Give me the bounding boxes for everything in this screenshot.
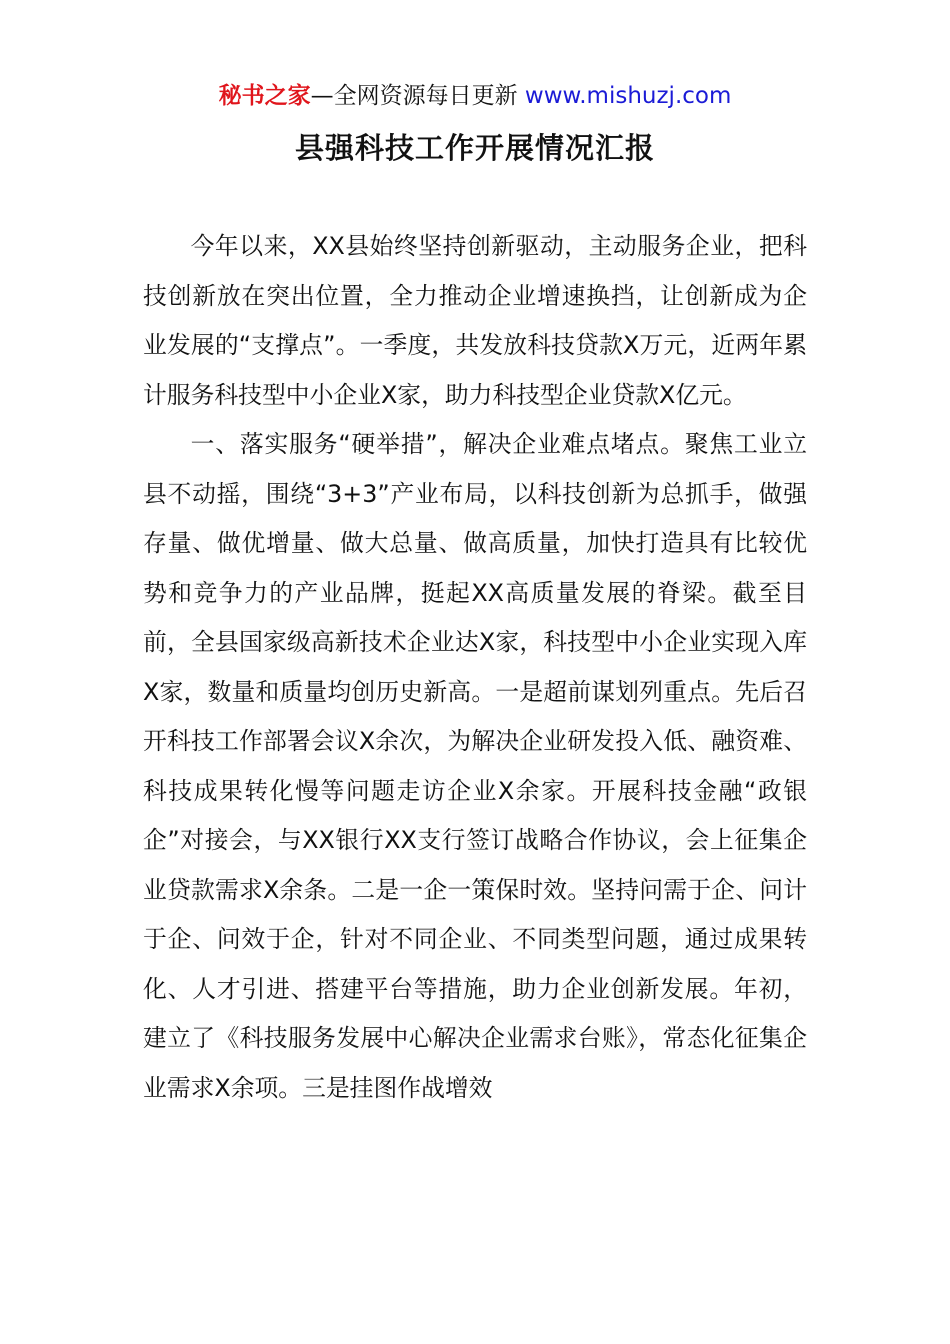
- site-header: [0, 80, 950, 112]
- document-body: [143, 222, 807, 1113]
- brand-name: 秘书之家: [218, 83, 311, 109]
- site-url-link[interactable]: www.mishuzj.com: [524, 83, 732, 109]
- paragraph-section-one: 一、落实服务“硬举措”，解决企业难点堵点。聚焦工业立县不动摇，围绕“3+3”产业布局，以科技创新为总抓手，做强存量、做优增量、做大总量、做高质量，加快打造具有比较优势和竞争力的产业品牌，挺起XX高质量发展的脊梁。截至目前，全县国家级高新技术企业达X家，科技型中小企业实现入库X家，数量和质量均创历史新高。一是超前谋划列重点。先后召开科技工作部署会议X余次，为解决企业研发投入低、融资难、科技成果转化慢等问题走访企业X余家。开展科技金融“政银企”对接会，与XX银行XX支行签订战略合作协议，会上征集企业贷款需求X余条。二是一企一策保时效。坚持问需于企、问计于企、问效于企，针对不同企业、不同类型问题，通过成果转化、人才引进、搭建平台等措施，助力企业创新发展。年初，建立了《科技服务发展中心解决企业需求台账》，常态化征集企业需求X余项。三是挂图作战增效: [143, 430, 807, 1102]
- header-tagline: —全网资源每日更新: [310, 83, 525, 109]
- document-title: 县强科技工作开展情况汇报: [294, 131, 655, 165]
- paragraph-intro: 今年以来，XX县始终坚持创新驱动，主动服务企业，把科技创新放在突出位置，全力推动企业增速换挡，让创新成为企业发展的“支撑点”。一季度，共发放科技贷款X万元，近两年累计服务科技型中小企业X家，助力科技型企业贷款X亿元。: [143, 232, 807, 409]
